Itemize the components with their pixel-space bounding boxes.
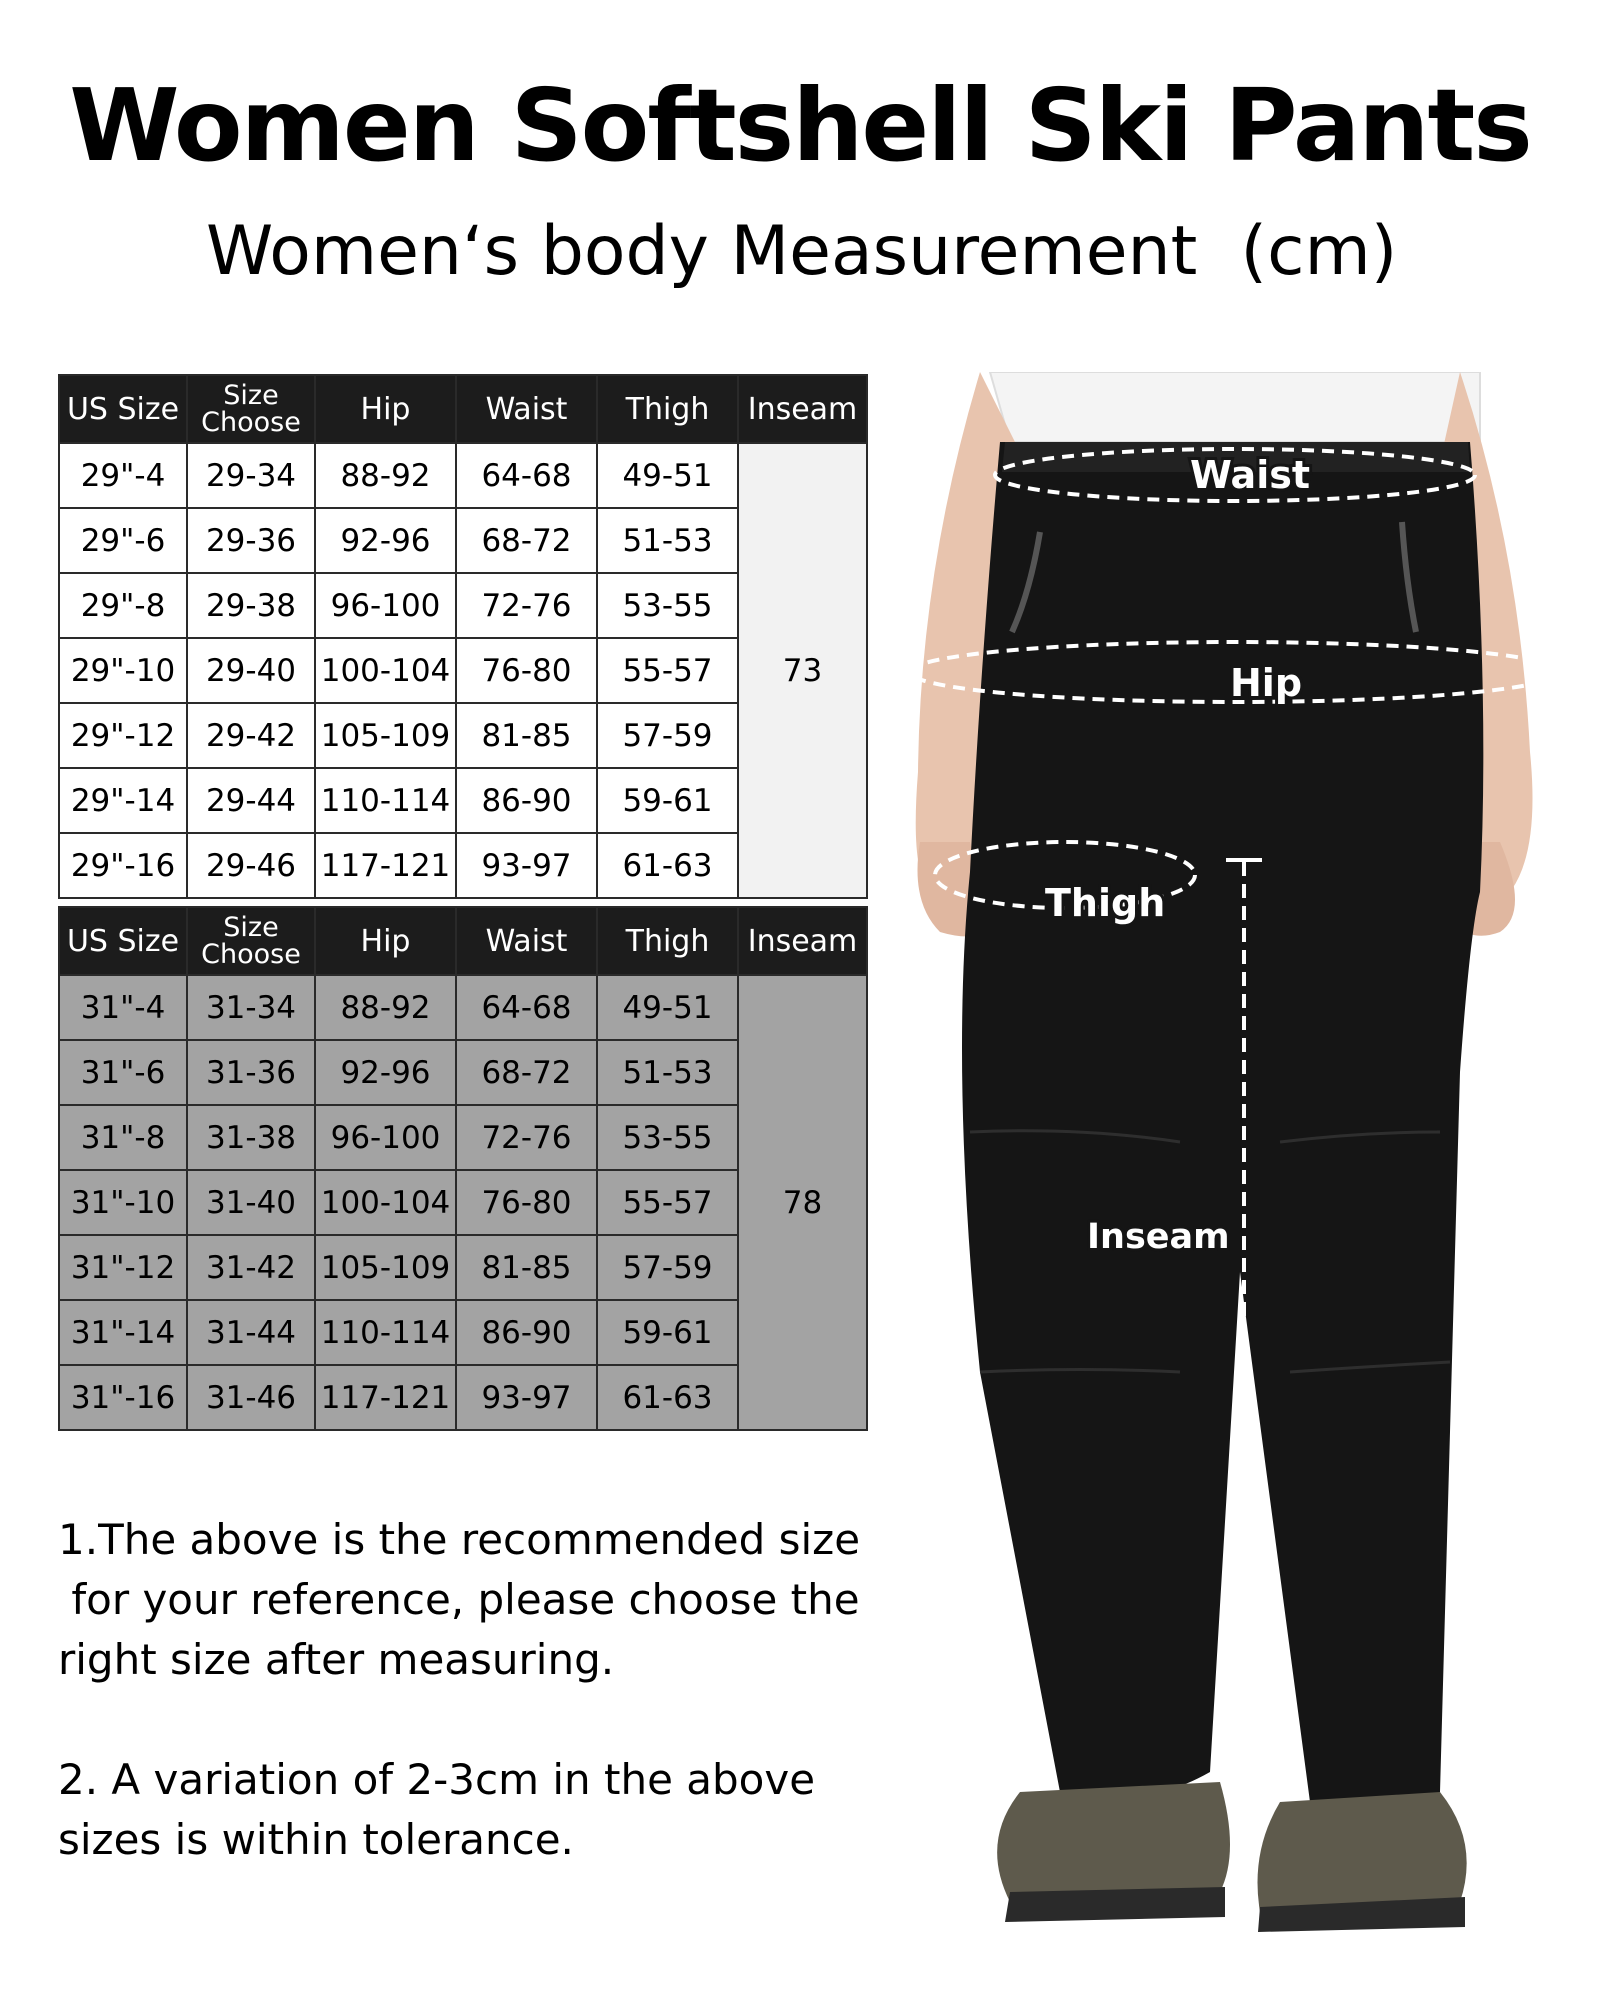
cell-thigh: 53-55: [597, 573, 738, 638]
cell-waist: 72-76: [456, 1105, 597, 1170]
cell-thigh: 51-53: [597, 1040, 738, 1105]
cell-waist: 72-76: [456, 573, 597, 638]
header-size-choose-line2: Choose: [201, 407, 301, 438]
header-us-size: US Size: [59, 907, 187, 975]
cell-size-choose: 31-40: [187, 1170, 315, 1235]
right-shoe: [1258, 1792, 1467, 1912]
cell-size-choose: 31-42: [187, 1235, 315, 1300]
note-tolerance: 2. A variation of 2-3cm in the above sizes is within tolerance.: [58, 1755, 816, 1864]
header-size-choose: [187, 907, 315, 975]
note-recommended-size: 1.The above is the recommended size for your reference, please choose the right size after measuring.: [58, 1515, 861, 1684]
header-us-size: US Size: [59, 375, 187, 443]
cell-thigh: 51-53: [597, 508, 738, 573]
cell-hip: 117-121: [315, 1365, 456, 1430]
inseam-label: Inseam: [1087, 1217, 1230, 1257]
cell-us-size: 31"-10: [59, 1170, 187, 1235]
cell-size-choose: 29-42: [187, 703, 315, 768]
header-size-choose: [187, 375, 315, 443]
cell-waist: 81-85: [456, 1235, 597, 1300]
cell-size-choose: 31-34: [187, 975, 315, 1040]
hip-label: Hip: [1230, 661, 1303, 705]
header-size-choose-line2: Choose: [201, 939, 301, 970]
cell-hip: 100-104: [315, 1170, 456, 1235]
pants: [962, 442, 1483, 1805]
cell-us-size: 29"-6: [59, 508, 187, 573]
cell-hip: 96-100: [315, 1105, 456, 1170]
cell-hip: 117-121: [315, 833, 456, 898]
cell-waist: 93-97: [456, 1365, 597, 1430]
cell-waist: 81-85: [456, 703, 597, 768]
cell-thigh: 57-59: [597, 1235, 738, 1300]
cell-waist: 64-68: [456, 975, 597, 1040]
header-inseam: Inseam: [738, 907, 867, 975]
table-header-row: [59, 375, 867, 443]
cell-inseam: 73: [738, 443, 867, 898]
table-row: [59, 443, 867, 508]
cell-size-choose: 29-46: [187, 833, 315, 898]
cell-thigh: 61-63: [597, 1365, 738, 1430]
cell-waist: 76-80: [456, 1170, 597, 1235]
cell-hip: 100-104: [315, 638, 456, 703]
left-shoe: [997, 1782, 1230, 1902]
cell-size-choose: 29-44: [187, 768, 315, 833]
waist-label: Waist: [1190, 453, 1311, 497]
size-table-29: [58, 374, 868, 899]
cell-hip: 105-109: [315, 1235, 456, 1300]
cell-size-choose: 29-34: [187, 443, 315, 508]
shirt: [990, 372, 1480, 442]
cell-thigh: 55-57: [597, 1170, 738, 1235]
cell-size-choose: 31-46: [187, 1365, 315, 1430]
cell-thigh: 59-61: [597, 768, 738, 833]
cell-us-size: 29"-12: [59, 703, 187, 768]
cell-size-choose: 29-38: [187, 573, 315, 638]
cell-us-size: 29"-16: [59, 833, 187, 898]
cell-waist: 76-80: [456, 638, 597, 703]
cell-waist: 64-68: [456, 443, 597, 508]
cell-waist: 86-90: [456, 768, 597, 833]
size-table-31: [58, 906, 868, 1431]
cell-hip: 96-100: [315, 573, 456, 638]
cell-hip: 105-109: [315, 703, 456, 768]
header-thigh: Thigh: [597, 375, 738, 443]
header-waist: Waist: [456, 907, 597, 975]
cell-us-size: 31"-4: [59, 975, 187, 1040]
cell-us-size: 31"-14: [59, 1300, 187, 1365]
cell-hip: 110-114: [315, 768, 456, 833]
cell-thigh: 53-55: [597, 1105, 738, 1170]
cell-size-choose: 29-40: [187, 638, 315, 703]
cell-thigh: 49-51: [597, 975, 738, 1040]
cell-thigh: 49-51: [597, 443, 738, 508]
header-thigh: Thigh: [597, 907, 738, 975]
cell-inseam: 78: [738, 975, 867, 1430]
cell-hip: 110-114: [315, 1300, 456, 1365]
page-subtitle: Women‘s body Measurement (cm): [206, 212, 1398, 291]
cell-size-choose: 29-36: [187, 508, 315, 573]
cell-hip: 88-92: [315, 975, 456, 1040]
cell-us-size: 31"-12: [59, 1235, 187, 1300]
cell-us-size: 31"-16: [59, 1365, 187, 1430]
header-hip: Hip: [315, 907, 456, 975]
cell-waist: 93-97: [456, 833, 597, 898]
header-size-choose-line1: Size: [223, 912, 279, 943]
thigh-label: Thigh: [1045, 881, 1166, 925]
cell-us-size: 29"-4: [59, 443, 187, 508]
cell-size-choose: 31-36: [187, 1040, 315, 1105]
cell-size-choose: 31-44: [187, 1300, 315, 1365]
cell-us-size: 29"-14: [59, 768, 187, 833]
header-size-choose-line1: Size: [223, 380, 279, 411]
cell-us-size: 31"-8: [59, 1105, 187, 1170]
cell-hip: 88-92: [315, 443, 456, 508]
cell-thigh: 55-57: [597, 638, 738, 703]
header-hip: Hip: [315, 375, 456, 443]
cell-waist: 68-72: [456, 508, 597, 573]
cell-us-size: 29"-8: [59, 573, 187, 638]
cell-hip: 92-96: [315, 1040, 456, 1105]
header-waist: Waist: [456, 375, 597, 443]
cell-size-choose: 31-38: [187, 1105, 315, 1170]
cell-thigh: 57-59: [597, 703, 738, 768]
table-header-row: [59, 907, 867, 975]
cell-us-size: 29"-10: [59, 638, 187, 703]
cell-us-size: 31"-6: [59, 1040, 187, 1105]
table-row: [59, 975, 867, 1040]
pants-measurement-figure: [880, 372, 1580, 2000]
cell-waist: 68-72: [456, 1040, 597, 1105]
cell-thigh: 61-63: [597, 833, 738, 898]
header-inseam: Inseam: [738, 375, 867, 443]
page-title: Women Softshell Ski Pants: [69, 67, 1531, 184]
cell-hip: 92-96: [315, 508, 456, 573]
cell-waist: 86-90: [456, 1300, 597, 1365]
cell-thigh: 59-61: [597, 1300, 738, 1365]
